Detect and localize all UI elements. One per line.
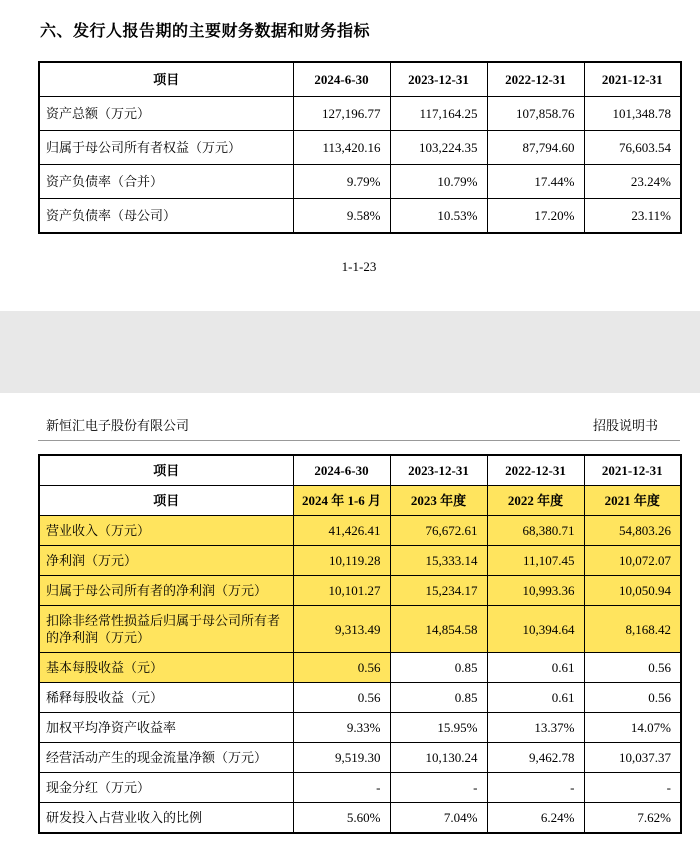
- balance-sheet-indicators-table: [38, 61, 682, 234]
- cell-value: 76,672.61: [390, 516, 487, 546]
- cell-value: 68,380.71: [487, 516, 584, 546]
- cell-value: -: [487, 773, 584, 803]
- table-row: [39, 546, 681, 576]
- document-header: [38, 415, 680, 441]
- table-subheader-row: [39, 486, 681, 516]
- cell-value: 17.44%: [487, 165, 584, 199]
- cell-value: 0.61: [487, 683, 584, 713]
- cell-value: 14,854.58: [390, 606, 487, 653]
- company-name: 新恒汇电子股份有限公司: [46, 418, 190, 433]
- cell-value: 0.85: [390, 683, 487, 713]
- subheader-cell-period: 2022 年度: [487, 486, 584, 516]
- section-heading: 六、发行人报告期的主要财务数据和财务指标: [40, 23, 371, 40]
- cell-value: 9.58%: [293, 199, 390, 234]
- cell-value: -: [390, 773, 487, 803]
- row-label: 归属于母公司所有者权益（万元）: [39, 131, 293, 165]
- key-financial-metrics-table: [38, 454, 682, 834]
- cell-value: 23.11%: [584, 199, 681, 234]
- table-row: [39, 576, 681, 606]
- cell-value: 127,196.77: [293, 97, 390, 131]
- cell-value: 0.61: [487, 653, 584, 683]
- cell-value: 107,858.76: [487, 97, 584, 131]
- header-cell-date: 2021-12-31: [584, 455, 681, 486]
- row-label: 扣除非经常性损益后归属于母公司所有者的净利润（万元）: [39, 606, 293, 653]
- row-label: 营业收入（万元）: [39, 516, 293, 546]
- cell-value: 117,164.25: [390, 97, 487, 131]
- header-cell-item: 项目: [39, 455, 293, 486]
- table-row: [39, 516, 681, 546]
- header-cell-date: 2024-6-30: [293, 62, 390, 97]
- cell-value: 0.56: [584, 653, 681, 683]
- cell-value: 54,803.26: [584, 516, 681, 546]
- header-cell-date: 2022-12-31: [487, 62, 584, 97]
- cell-value: 0.56: [293, 653, 390, 683]
- table-row: [39, 606, 681, 653]
- table-header-row: [39, 62, 681, 97]
- cell-value: -: [293, 773, 390, 803]
- cell-value: 10.79%: [390, 165, 487, 199]
- row-label: 资产负债率（合并）: [39, 165, 293, 199]
- page-1: [0, 0, 700, 311]
- row-label: 基本每股收益（元）: [39, 653, 293, 683]
- table-row: [39, 165, 681, 199]
- cell-value: 113,420.16: [293, 131, 390, 165]
- cell-value: 5.60%: [293, 803, 390, 834]
- cell-value: 10,101.27: [293, 576, 390, 606]
- subheader-cell-period: 2023 年度: [390, 486, 487, 516]
- document-type: 招股说明书: [592, 418, 658, 433]
- cell-value: 14.07%: [584, 713, 681, 743]
- subheader-cell-item: 项目: [39, 486, 293, 516]
- header-cell-date: 2024-6-30: [293, 455, 390, 486]
- table-row: [39, 803, 681, 834]
- cell-value: 8,168.42: [584, 606, 681, 653]
- cell-value: -: [584, 773, 681, 803]
- cell-value: 103,224.35: [390, 131, 487, 165]
- cell-value: 7.04%: [390, 803, 487, 834]
- cell-value: 10,993.36: [487, 576, 584, 606]
- table-row: [39, 683, 681, 713]
- table-row: [39, 199, 681, 234]
- header-cell-date: 2022-12-31: [487, 455, 584, 486]
- header-cell-item: 项目: [39, 62, 293, 97]
- cell-value: 0.85: [390, 653, 487, 683]
- row-label: 现金分红（万元）: [39, 773, 293, 803]
- cell-value: 13.37%: [487, 713, 584, 743]
- cell-value: 15.95%: [390, 713, 487, 743]
- table-row: [39, 743, 681, 773]
- cell-value: 10,119.28: [293, 546, 390, 576]
- cell-value: 9,462.78: [487, 743, 584, 773]
- table-row: [39, 131, 681, 165]
- table-header-row: [39, 455, 681, 486]
- row-label: 稀释每股收益（元）: [39, 683, 293, 713]
- cell-value: 10.53%: [390, 199, 487, 234]
- cell-value: 15,234.17: [390, 576, 487, 606]
- cell-value: 11,107.45: [487, 546, 584, 576]
- cell-value: 101,348.78: [584, 97, 681, 131]
- row-label: 资产负债率（母公司）: [39, 199, 293, 234]
- page-gap: [0, 311, 700, 393]
- row-label: 资产总额（万元）: [39, 97, 293, 131]
- header-cell-date: 2023-12-31: [390, 455, 487, 486]
- cell-value: 10,072.07: [584, 546, 681, 576]
- row-label: 净利润（万元）: [39, 546, 293, 576]
- cell-value: 15,333.14: [390, 546, 487, 576]
- subheader-cell-period: 2024 年 1-6 月: [293, 486, 390, 516]
- cell-value: 17.20%: [487, 199, 584, 234]
- header-cell-date: 2023-12-31: [390, 62, 487, 97]
- cell-value: 23.24%: [584, 165, 681, 199]
- cell-value: 9,519.30: [293, 743, 390, 773]
- cell-value: 10,050.94: [584, 576, 681, 606]
- subheader-cell-period: 2021 年度: [584, 486, 681, 516]
- cell-value: 87,794.60: [487, 131, 584, 165]
- cell-value: 7.62%: [584, 803, 681, 834]
- cell-value: 10,130.24: [390, 743, 487, 773]
- cell-value: 6.24%: [487, 803, 584, 834]
- table-row: [39, 773, 681, 803]
- row-label: 研发投入占营业收入的比例: [39, 803, 293, 834]
- row-label: 经营活动产生的现金流量净额（万元）: [39, 743, 293, 773]
- cell-value: 9.79%: [293, 165, 390, 199]
- row-label: 加权平均净资产收益率: [39, 713, 293, 743]
- cell-value: 9,313.49: [293, 606, 390, 653]
- page-number: 1-1-23: [341, 259, 377, 274]
- table-row: [39, 97, 681, 131]
- table-row: [39, 713, 681, 743]
- cell-value: 0.56: [584, 683, 681, 713]
- row-label: 归属于母公司所有者的净利润（万元）: [39, 576, 293, 606]
- cell-value: 9.33%: [293, 713, 390, 743]
- page-2: [0, 393, 700, 844]
- cell-value: 41,426.41: [293, 516, 390, 546]
- cell-value: 0.56: [293, 683, 390, 713]
- cell-value: 10,037.37: [584, 743, 681, 773]
- table-row: [39, 653, 681, 683]
- cell-value: 10,394.64: [487, 606, 584, 653]
- cell-value: 76,603.54: [584, 131, 681, 165]
- header-cell-date: 2021-12-31: [584, 62, 681, 97]
